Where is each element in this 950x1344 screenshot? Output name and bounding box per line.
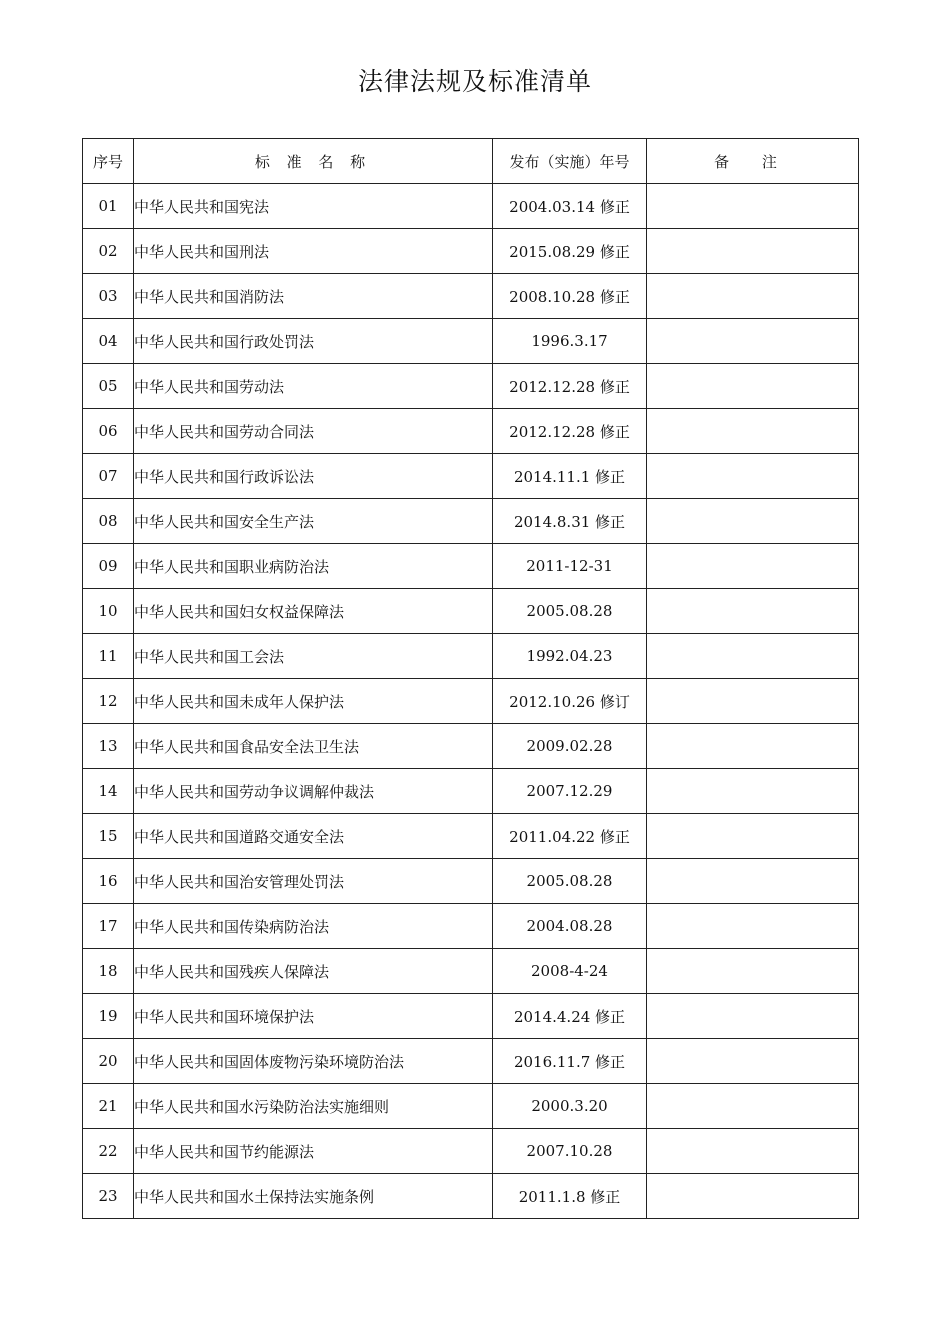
row-note-cell: [647, 679, 859, 724]
row-date-cell: 2016.11.7 修正: [493, 1039, 647, 1084]
row-name-cell: 中华人民共和国残疾人保障法: [134, 949, 493, 994]
row-note-cell: [647, 1174, 859, 1219]
row-note-cell: [647, 949, 859, 994]
row-name-cell: 中华人民共和国环境保护法: [134, 994, 493, 1039]
table-row: [83, 949, 859, 994]
row-note-cell: [647, 814, 859, 859]
row-name-cell: 中华人民共和国水土保持法实施条例: [134, 1174, 493, 1219]
row-name-cell: 中华人民共和国宪法: [134, 184, 493, 229]
row-name-cell: 中华人民共和国妇女权益保障法: [134, 589, 493, 634]
row-seq-cell: 02: [83, 229, 134, 274]
row-name-cell: 中华人民共和国道路交通安全法: [134, 814, 493, 859]
row-name-cell: 中华人民共和国职业病防治法: [134, 544, 493, 589]
row-date-cell: 2012.12.28 修正: [493, 409, 647, 454]
header-row: [83, 139, 859, 184]
row-seq-cell: 22: [83, 1129, 134, 1174]
row-note-cell: [647, 229, 859, 274]
row-seq-cell: 11: [83, 634, 134, 679]
row-seq-cell: 21: [83, 1084, 134, 1129]
row-date-cell: 2014.4.24 修正: [493, 994, 647, 1039]
table-row: [83, 499, 859, 544]
row-note-cell: [647, 1084, 859, 1129]
row-note-cell: [647, 859, 859, 904]
row-name-cell: 中华人民共和国未成年人保护法: [134, 679, 493, 724]
table-row: [83, 724, 859, 769]
table-row: [83, 409, 859, 454]
row-date-cell: 2014.11.1 修正: [493, 454, 647, 499]
row-note-cell: [647, 319, 859, 364]
row-note-cell: [647, 769, 859, 814]
row-name-cell: 中华人民共和国消防法: [134, 274, 493, 319]
row-name-cell: 中华人民共和国安全生产法: [134, 499, 493, 544]
row-note-cell: [647, 724, 859, 769]
table-row: [83, 634, 859, 679]
row-date-cell: 2008.10.28 修正: [493, 274, 647, 319]
row-date-cell: 2004.03.14 修正: [493, 184, 647, 229]
table-row: [83, 454, 859, 499]
row-date-cell: 2005.08.28: [493, 859, 647, 904]
row-seq-cell: 05: [83, 364, 134, 409]
row-seq-cell: 20: [83, 1039, 134, 1084]
table-row: [83, 1039, 859, 1084]
table-row: [83, 994, 859, 1039]
row-date-cell: 2012.12.28 修正: [493, 364, 647, 409]
row-seq-cell: 14: [83, 769, 134, 814]
row-seq-cell: 01: [83, 184, 134, 229]
row-date-cell: 2011-12-31: [493, 544, 647, 589]
row-seq-cell: 07: [83, 454, 134, 499]
table-row: [83, 229, 859, 274]
row-date-cell: 2011.04.22 修正: [493, 814, 647, 859]
row-date-cell: 2000.3.20: [493, 1084, 647, 1129]
table-row: [83, 274, 859, 319]
row-name-cell: 中华人民共和国刑法: [134, 229, 493, 274]
row-date-cell: 2004.08.28: [493, 904, 647, 949]
row-seq-cell: 06: [83, 409, 134, 454]
regulations-table: [82, 138, 859, 1219]
row-seq-cell: 04: [83, 319, 134, 364]
row-name-cell: 中华人民共和国水污染防治法实施细则: [134, 1084, 493, 1129]
row-seq-cell: 10: [83, 589, 134, 634]
table-row: [83, 1174, 859, 1219]
header-seq: 序号: [83, 139, 134, 184]
row-seq-cell: 15: [83, 814, 134, 859]
row-note-cell: [647, 364, 859, 409]
row-name-cell: 中华人民共和国食品安全法卫生法: [134, 724, 493, 769]
row-seq-cell: 16: [83, 859, 134, 904]
table-row: [83, 904, 859, 949]
row-note-cell: [647, 994, 859, 1039]
table-row: [83, 859, 859, 904]
row-name-cell: 中华人民共和国劳动法: [134, 364, 493, 409]
row-note-cell: [647, 499, 859, 544]
document-title: 法律法规及标准清单: [357, 67, 592, 96]
table-row: [83, 679, 859, 724]
table-header: [83, 139, 859, 184]
row-name-cell: 中华人民共和国劳动争议调解仲裁法: [134, 769, 493, 814]
row-note-cell: [647, 589, 859, 634]
row-name-cell: 中华人民共和国节约能源法: [134, 1129, 493, 1174]
row-date-cell: 2012.10.26 修订: [493, 679, 647, 724]
row-name-cell: 中华人民共和国工会法: [134, 634, 493, 679]
row-name-cell: 中华人民共和国固体废物污染环境防治法: [134, 1039, 493, 1084]
row-note-cell: [647, 1129, 859, 1174]
header-name: 标 准 名 称: [134, 139, 493, 184]
table-row: [83, 1129, 859, 1174]
row-date-cell: 2015.08.29 修正: [493, 229, 647, 274]
row-note-cell: [647, 1039, 859, 1084]
table-body: [83, 184, 859, 1219]
row-note-cell: [647, 184, 859, 229]
row-note-cell: [647, 544, 859, 589]
row-name-cell: 中华人民共和国传染病防治法: [134, 904, 493, 949]
row-name-cell: 中华人民共和国治安管理处罚法: [134, 859, 493, 904]
row-seq-cell: 13: [83, 724, 134, 769]
row-seq-cell: 09: [83, 544, 134, 589]
row-date-cell: 2005.08.28: [493, 589, 647, 634]
row-note-cell: [647, 409, 859, 454]
row-seq-cell: 18: [83, 949, 134, 994]
table-row: [83, 364, 859, 409]
row-seq-cell: 03: [83, 274, 134, 319]
row-seq-cell: 12: [83, 679, 134, 724]
row-seq-cell: 17: [83, 904, 134, 949]
row-date-cell: 2008-4-24: [493, 949, 647, 994]
row-date-cell: 1996.3.17: [493, 319, 647, 364]
row-seq-cell: 23: [83, 1174, 134, 1219]
row-name-cell: 中华人民共和国劳动合同法: [134, 409, 493, 454]
row-date-cell: 2014.8.31 修正: [493, 499, 647, 544]
header-note: 备 注: [647, 139, 859, 184]
row-date-cell: 2009.02.28: [493, 724, 647, 769]
row-note-cell: [647, 634, 859, 679]
row-note-cell: [647, 274, 859, 319]
table-row: [83, 814, 859, 859]
row-seq-cell: 08: [83, 499, 134, 544]
row-seq-cell: 19: [83, 994, 134, 1039]
row-date-cell: 1992.04.23: [493, 634, 647, 679]
row-date-cell: 2007.10.28: [493, 1129, 647, 1174]
header-date: 发布（实施）年号: [493, 139, 647, 184]
table-row: [83, 1084, 859, 1129]
table-row: [83, 769, 859, 814]
table-row: [83, 184, 859, 229]
table-row: [83, 589, 859, 634]
row-note-cell: [647, 904, 859, 949]
table-row: [83, 544, 859, 589]
row-name-cell: 中华人民共和国行政诉讼法: [134, 454, 493, 499]
row-note-cell: [647, 454, 859, 499]
row-date-cell: 2007.12.29: [493, 769, 647, 814]
table-row: [83, 319, 859, 364]
row-date-cell: 2011.1.8 修正: [493, 1174, 647, 1219]
row-name-cell: 中华人民共和国行政处罚法: [134, 319, 493, 364]
